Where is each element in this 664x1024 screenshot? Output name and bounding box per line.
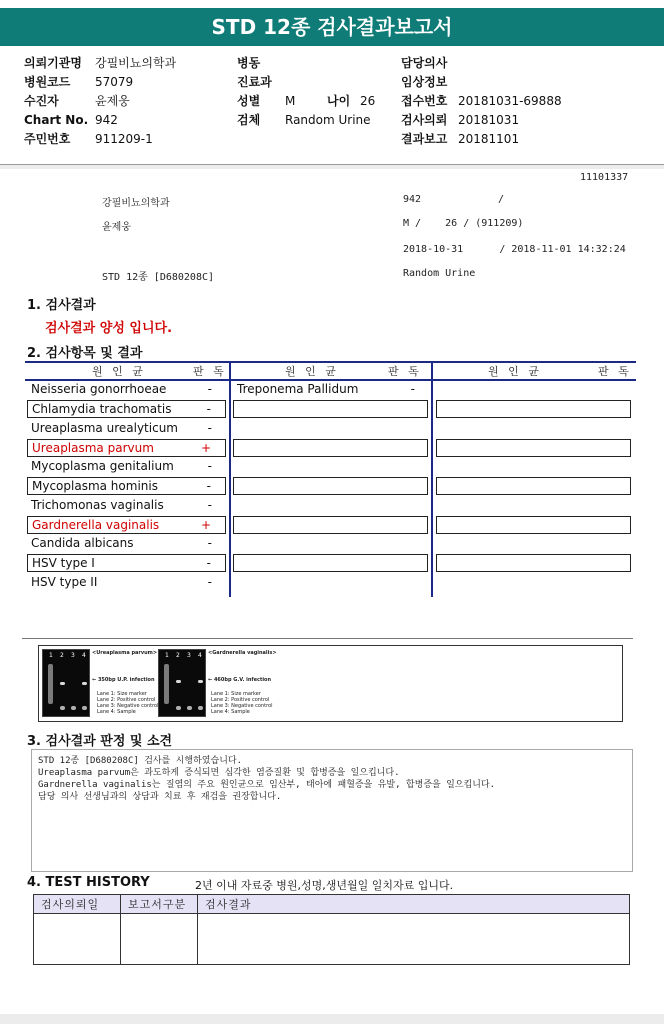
history-col-result: 검사결과 (198, 895, 630, 914)
gel-left-band-text: 350bp U.P. infection (97, 677, 155, 683)
specimen-label: 검체 (237, 113, 261, 127)
clinical-info-label: 임상정보 (401, 75, 448, 89)
pathogen-result: - (207, 498, 212, 512)
pathogen-name: Ureaplasma urealyticum (31, 421, 178, 435)
band (71, 706, 76, 710)
band (176, 680, 181, 683)
gel-right-band: ← 460bp G.V. infection (208, 677, 272, 683)
marker-lane (164, 664, 169, 704)
band (82, 706, 87, 710)
pathogen-result: + (200, 441, 211, 455)
grid-divider-2 (431, 361, 433, 597)
legend-line: Lane 3: Negative control (97, 703, 159, 709)
empty-cell (436, 439, 631, 457)
band (198, 706, 203, 710)
lane-number: 3 (71, 652, 75, 659)
age-value: 26 (360, 94, 376, 108)
history-cell (121, 914, 198, 965)
history-cell (198, 914, 630, 965)
chart-no-value: 942 (95, 113, 118, 127)
clinic-label: 의뢰기관명 (24, 56, 82, 70)
section2-title: 2. 검사항목 및 결과 (27, 346, 143, 361)
receipt-no-value: 20181031-69888 (458, 94, 562, 108)
chart-no-label: Chart No. (24, 113, 89, 127)
result-row-positive (27, 439, 226, 457)
legend-line: Lane 4: Sample (97, 709, 136, 715)
printout-patient: 윤제웅 (102, 222, 131, 233)
band (82, 682, 87, 685)
gel-right-legend (211, 691, 273, 715)
history-note: 2년 이내 자료중 병원,성명,생년월일 일치자료 입니다. (195, 879, 454, 892)
pathogen-result: - (206, 479, 211, 493)
lane-number: 2 (176, 652, 180, 659)
gel-image-left (42, 649, 90, 717)
result-row (27, 400, 226, 418)
gel-image-panel (38, 645, 623, 722)
printout-clinic: 강필비뇨의학과 (102, 198, 170, 209)
printout-sex-age: M / 26 / (911209) (403, 218, 524, 229)
printout-dates: 2018-10-31 / 2018-11-01 14:32:24 (403, 244, 626, 255)
pathogen-result: - (410, 382, 415, 396)
header-mid (237, 54, 397, 130)
result-row (27, 554, 226, 572)
gel-image-right (158, 649, 206, 717)
printout-code: 11101337 (580, 172, 629, 183)
printout-chart: 942 (403, 194, 422, 205)
col-pathogen-3: 원 인 균 (488, 365, 542, 378)
pathogen-result: - (206, 402, 211, 416)
empty-cell (436, 554, 631, 572)
result-row (27, 477, 226, 495)
result-row (27, 420, 226, 438)
doctor-label: 담당의사 (401, 56, 448, 70)
sex-label: 성별 (237, 94, 261, 108)
gel-left-legend (97, 691, 159, 715)
pathogen-name: Mycoplasma genitalium (31, 459, 174, 473)
opinion-line: 담당 의사 선생님과의 상담과 치료 후 재검을 권장합니다. (38, 792, 282, 802)
section4-title: 4. TEST HISTORY (27, 875, 150, 890)
result-row (27, 381, 226, 399)
printout-chart-slash: / (498, 194, 505, 205)
lane-number: 4 (198, 652, 202, 659)
opinion-line: Ureaplasma parvum은 과도하게 증식되면 심각한 염증질환 및 합병증을 일으킵니다. (38, 768, 400, 778)
clinic-value: 강필비뇨의학과 (95, 56, 177, 70)
gel-right-band-text: 460bp G.V. infection (213, 677, 272, 683)
gel-divider (22, 638, 633, 639)
pathogen-name: HSV type II (31, 575, 98, 589)
pathogen-result: - (206, 556, 211, 570)
patient-label: 수진자 (24, 94, 59, 108)
band (176, 706, 181, 710)
pathogen-name: Candida albicans (31, 536, 134, 550)
empty-cell (233, 554, 428, 572)
result-message: 검사결과 양성 입니다. (45, 321, 173, 336)
lane-number: 1 (49, 652, 53, 659)
legend-line: Lane 4: Sample (211, 709, 250, 715)
pathogen-name: Treponema Pallidum (237, 382, 359, 396)
sex-value: M (285, 94, 296, 108)
legend-line: Lane 2: Positive control (97, 697, 156, 703)
pathogen-name: Gardnerella vaginalis (32, 518, 160, 532)
history-col-date: 검사의뢰일 (34, 895, 121, 914)
printout-specimen: Random Urine (403, 268, 476, 279)
pathogen-result: - (207, 459, 212, 473)
report-date-value: 20181101 (458, 132, 520, 146)
section3-title: 3. 검사결과 판정 및 소견 (27, 734, 173, 749)
section1-title: 1. 검사결과 (27, 298, 96, 313)
legend-line: Lane 2: Positive control (211, 697, 270, 703)
history-row (34, 914, 630, 965)
specimen-value: Random Urine (285, 113, 371, 127)
printout-test: STD 12종 [D680208C] (102, 272, 215, 283)
hospital-code-label: 병원코드 (24, 75, 71, 89)
dept-label: 진료과 (237, 75, 272, 89)
rrn-label: 주민번호 (24, 132, 71, 146)
legend-line: Lane 1: Size marker (211, 691, 261, 697)
history-col-type: 보고서구분 (121, 895, 198, 914)
result-row (27, 535, 226, 553)
pathogen-result: - (207, 575, 212, 589)
age-label: 나이 (327, 94, 351, 108)
legend-line: Lane 1: Size marker (97, 691, 147, 697)
report-date-label: 결과보고 (401, 132, 448, 146)
pathogen-result: - (207, 382, 212, 396)
empty-cell (233, 400, 428, 418)
pathogen-name: Neisseria gonorrhoeae (31, 382, 167, 396)
header-right (401, 54, 641, 149)
col-pathogen-1: 원 인 균 (92, 365, 146, 378)
col-result-1: 판 독 (193, 365, 227, 378)
footer-strip (0, 1014, 664, 1024)
empty-cell (436, 400, 631, 418)
band (187, 706, 192, 710)
history-table (33, 894, 630, 965)
pathogen-name: Ureaplasma parvum (32, 441, 154, 455)
report-title: STD 12종 검사결과보고서 (0, 8, 664, 46)
ward-label: 병동 (237, 56, 261, 70)
lane-number: 1 (165, 652, 169, 659)
result-row (27, 574, 226, 592)
pathogen-name: HSV type I (32, 556, 95, 570)
col-result-2: 판 독 (388, 365, 422, 378)
gel-left-band: ← 350bp U.P. infection (92, 677, 155, 683)
result-row (27, 458, 226, 476)
patient-value: 윤제웅 (95, 94, 130, 108)
request-date-value: 20181031 (458, 113, 520, 127)
band (60, 706, 65, 710)
header-shadow (0, 165, 664, 169)
request-date-label: 검사의뢰 (401, 113, 448, 127)
opinion-line: STD 12종 [D680208C] 검사를 시행하였습니다. (38, 756, 243, 766)
gel-left-title: <Ureaplasma parvum> (92, 650, 158, 656)
result-row (233, 381, 429, 399)
result-row (27, 497, 226, 515)
lane-number: 2 (60, 652, 64, 659)
marker-lane (48, 664, 53, 704)
lane-number: 4 (82, 652, 86, 659)
pathogen-result: + (200, 518, 211, 532)
col-pathogen-2: 원 인 균 (285, 365, 339, 378)
col-result-3: 판 독 (598, 365, 632, 378)
pathogen-result: - (207, 536, 212, 550)
opinion-box (31, 749, 633, 872)
pathogen-name: Mycoplasma hominis (32, 479, 158, 493)
pathogen-name: Trichomonas vaginalis (31, 498, 164, 512)
empty-cell (233, 477, 428, 495)
band (60, 682, 65, 685)
receipt-no-label: 접수번호 (401, 94, 448, 108)
rrn-value: 911209-1 (95, 132, 153, 146)
empty-cell (436, 516, 631, 534)
band (198, 680, 203, 683)
hospital-code-value: 57079 (95, 75, 134, 89)
empty-cell (233, 516, 428, 534)
result-row-positive (27, 516, 226, 534)
history-cell (34, 914, 121, 965)
header-left (24, 54, 234, 149)
grid-divider-1 (229, 361, 231, 597)
empty-cell (233, 439, 428, 457)
pathogen-result: - (207, 421, 212, 435)
opinion-line: Gardnerella vaginalis는 질염의 주요 원인균으로 임산부, 태아에 패혈증을 유발, 합병증을 일으킵니다. (38, 780, 496, 790)
empty-cell (436, 477, 631, 495)
legend-line: Lane 3: Negative control (211, 703, 273, 709)
gel-right-title: <Gardnerella vaginalis> (208, 650, 277, 656)
lane-number: 3 (187, 652, 191, 659)
pathogen-name: Chlamydia trachomatis (32, 402, 172, 416)
